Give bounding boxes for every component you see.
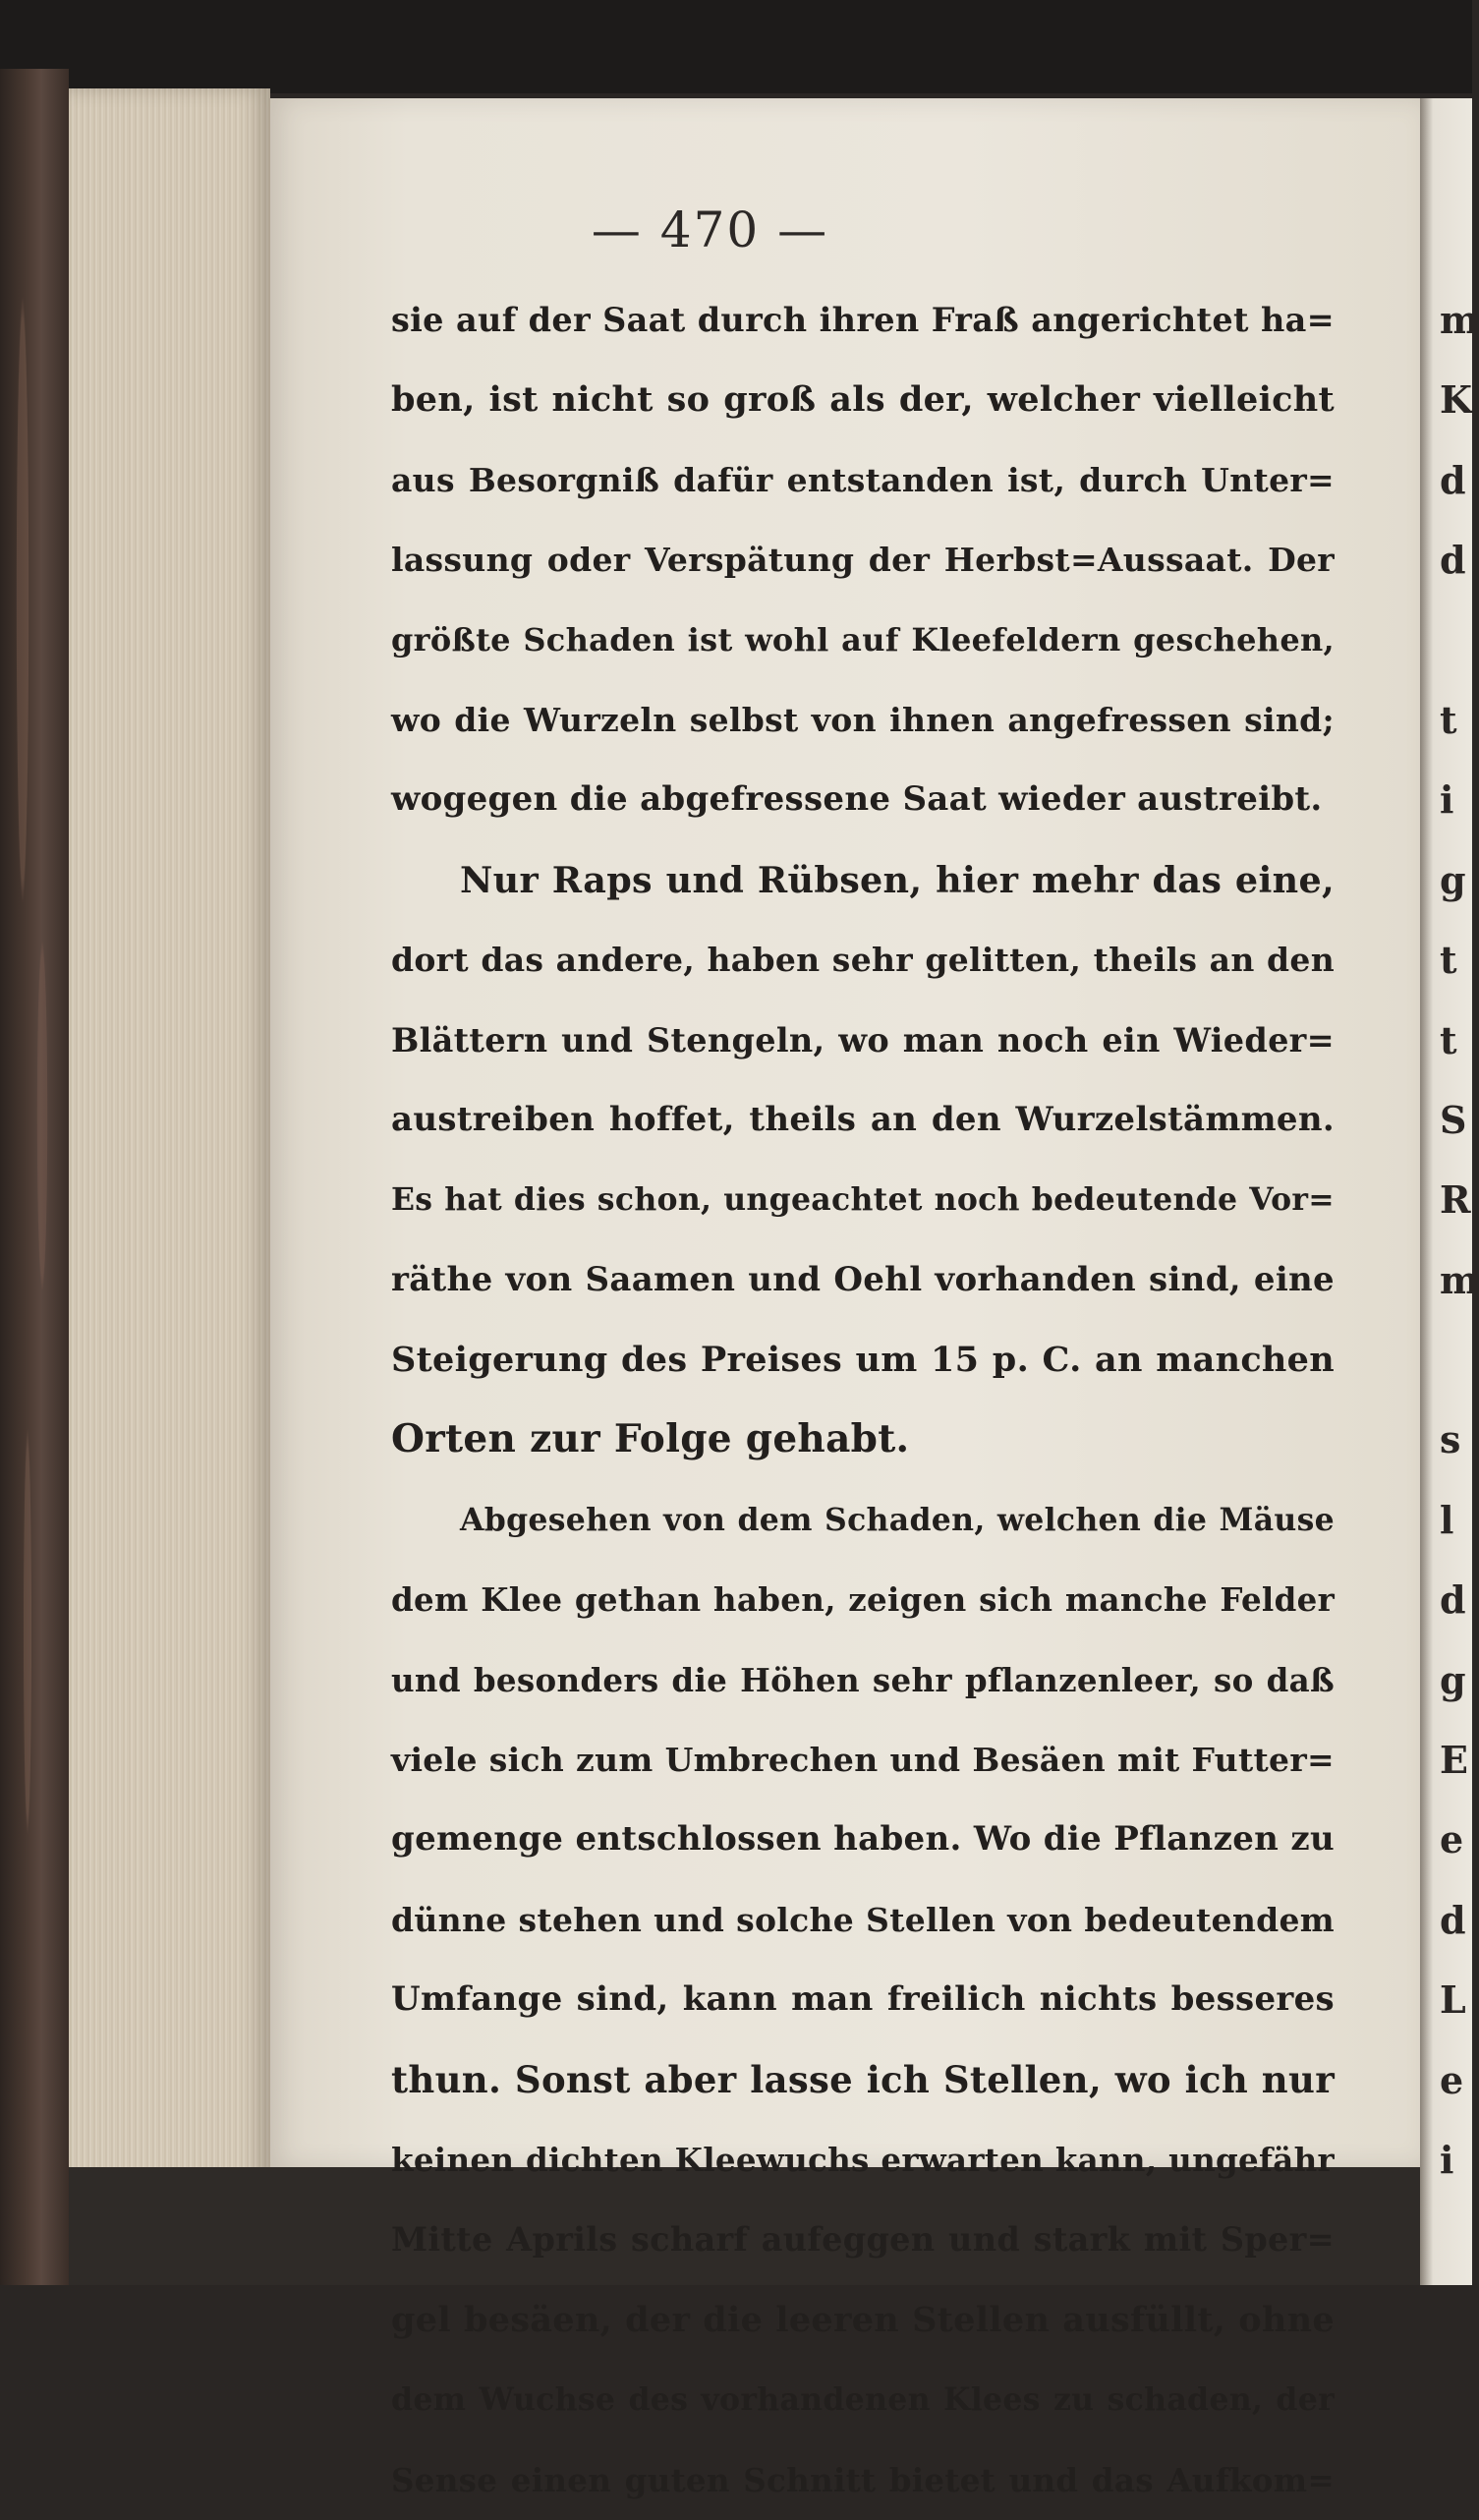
text-line: Blättern und Stengeln, wo man noch ein Wieder= xyxy=(391,1020,1335,1060)
text-line: Umfange sind, kann man freilich nichts besseres xyxy=(391,1979,1335,2020)
text-line: Sense einen guten Schnitt bietet und das Aufkom= xyxy=(391,2460,1335,2499)
right-page-fragment: i xyxy=(1440,777,1454,823)
right-page-fragment xyxy=(1440,2200,1472,2279)
text-line: wogegen die abgefressene Saat wieder austreibt. xyxy=(391,779,1323,820)
text-line: ben, ist nicht so groß als der, welcher vielleicht xyxy=(391,379,1335,421)
right-page-fragment: i xyxy=(1440,2137,1454,2182)
right-page-fragment: d xyxy=(1440,457,1466,502)
text-line: Steigerung des Preises um 15 p. C. an manchen xyxy=(391,1340,1335,1381)
background-top xyxy=(0,0,1472,93)
body-text xyxy=(391,280,1335,2520)
right-page-fragment xyxy=(1440,601,1472,680)
text-line: gel besäen, der die leeren Stellen ausfüllt, ohne xyxy=(391,2299,1335,2340)
text-line: dem Wuchse des vorhandenen Klees zu schaden, der xyxy=(391,2381,1335,2419)
text-line: räthe von Saamen und Oehl vorhanden sind, eine xyxy=(391,1259,1335,1299)
right-page-fragments xyxy=(1440,280,1479,2520)
text-line: Abgesehen von dem Schaden, welchen die Mäuse xyxy=(460,1501,1335,1538)
page-number: — 470 — xyxy=(591,201,829,258)
text-line: austreiben hoffet, theils an den Wurzelstämmen. xyxy=(391,1099,1335,1139)
right-page-fragment: m xyxy=(1440,1257,1479,1302)
cover-marbling xyxy=(8,187,57,2251)
text-line: thun. Sonst aber lasse ich Stellen, wo ich nur xyxy=(391,2057,1335,2101)
text-line: dort das andere, haben sehr gelitten, theils an den xyxy=(391,941,1335,980)
right-page-fragment: g xyxy=(1440,1657,1466,1702)
text-line: und besonders die Höhen sehr pflanzenleer, so daß xyxy=(391,1660,1335,1699)
right-page-fragment: d xyxy=(1440,1577,1466,1623)
book-cover xyxy=(0,69,69,2285)
right-page-fragment: s xyxy=(1440,1417,1461,1462)
page-edges xyxy=(69,88,270,2261)
text-line: Mitte Aprils scharf aufeggen und stark mit Sper= xyxy=(391,2220,1335,2260)
text-line: aus Besorgniß dafür entstanden ist, durch Unter= xyxy=(391,460,1335,499)
text-line: Nur Raps und Rübsen, hier mehr das eine, xyxy=(460,858,1335,901)
right-page-fragment: R xyxy=(1440,1177,1471,1223)
right-page-fragment: t xyxy=(1440,938,1457,983)
right-page-fragment: E xyxy=(1440,1738,1468,1783)
right-page-fragment: t xyxy=(1440,1017,1457,1062)
right-page-fragment: t xyxy=(1440,697,1457,742)
text-line: größte Schaden ist wohl auf Kleefeldern geschehen, xyxy=(391,620,1335,659)
right-page-fragment: g xyxy=(1440,857,1466,902)
right-page-fragment xyxy=(1440,2440,1472,2520)
right-page-fragment: l xyxy=(1440,1497,1454,1542)
right-page-fragment: K xyxy=(1440,377,1473,423)
text-line: wo die Wurzeln selbst von ihnen angefressen sind; xyxy=(391,700,1335,739)
right-page-fragment: m xyxy=(1440,298,1479,342)
text-line: lassung oder Verspätung der Herbst=Aussaat. Der xyxy=(391,541,1335,580)
text-line: sie auf der Saat durch ihren Fraß angerichtet ha= xyxy=(391,301,1335,339)
right-page-fragment: e xyxy=(1440,1817,1464,1862)
right-page-fragment xyxy=(1440,2360,1472,2439)
right-page-fragment xyxy=(1440,2280,1472,2360)
right-page-fragment: S xyxy=(1440,1097,1467,1142)
text-line: Orten zur Folge gehabt. xyxy=(391,1416,910,1462)
right-page-fragment: e xyxy=(1440,2057,1464,2102)
right-page-fragment xyxy=(1440,1320,1472,1400)
text-line: dünne stehen und solche Stellen von bedeutendem xyxy=(391,1900,1335,1939)
text-line: keinen dichten Kleewuchs erwarten kann, ungefähr xyxy=(391,2140,1335,2179)
right-page-fragment: d xyxy=(1440,538,1466,583)
right-page-fragment: L xyxy=(1440,1977,1466,2023)
text-line: Es hat dies schon, ungeachtet noch bedeutende Vor= xyxy=(391,1181,1335,1219)
text-line: viele sich zum Umbrechen und Besäen mit Futter= xyxy=(391,1741,1335,1780)
text-line: gemenge entschlossen haben. Wo die Pflanzen zu xyxy=(391,1819,1335,1860)
text-line: dem Klee gethan haben, zeigen sich manche Felder xyxy=(391,1580,1335,1620)
right-page-fragment: d xyxy=(1440,1897,1466,1942)
